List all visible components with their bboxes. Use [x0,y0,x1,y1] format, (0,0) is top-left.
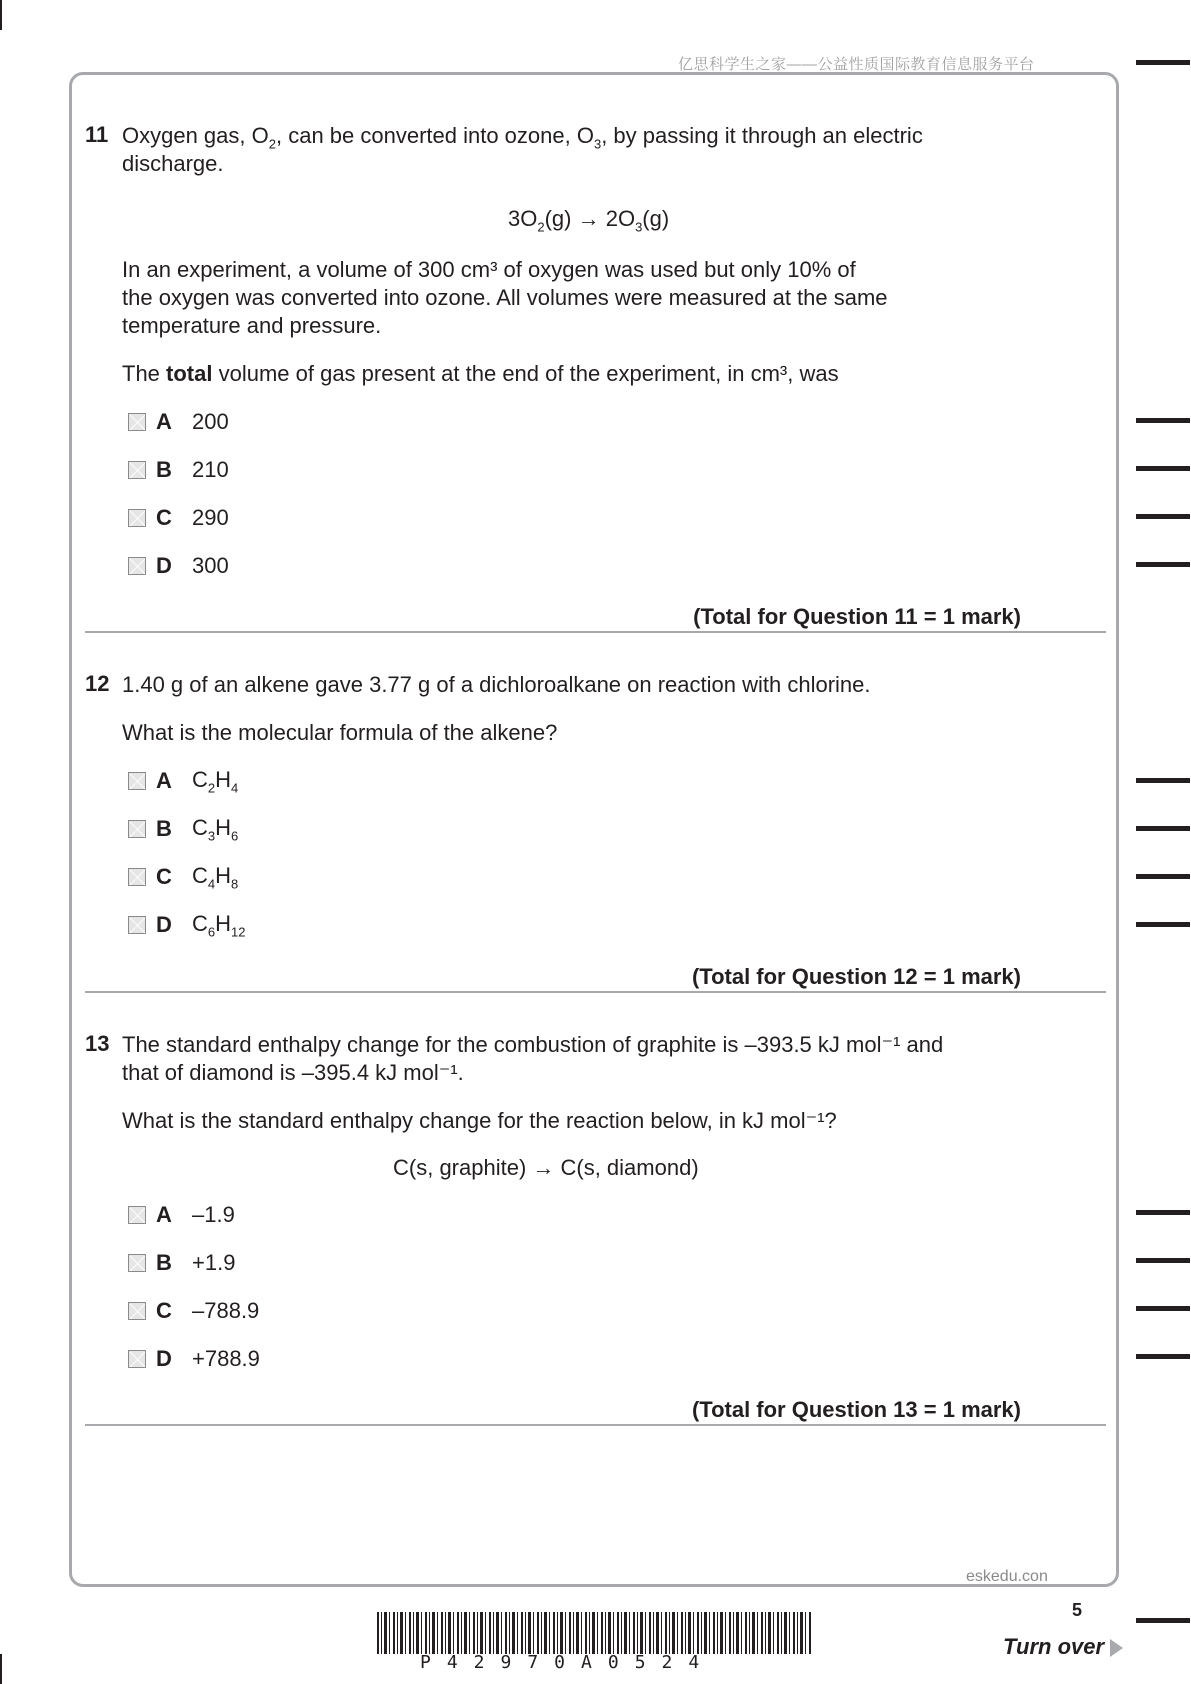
prompt-text: The [122,361,167,386]
footer-watermark: eskedu.con [966,1568,1048,1585]
margin-tick [1136,1618,1190,1623]
option-letter: A [156,409,172,434]
margin-tick [1136,874,1190,879]
margin-tick [1136,418,1190,423]
margin-tick [1136,514,1190,519]
turn-over-label: Turn over [1003,1634,1105,1659]
question-stem: The standard enthalpy change for the combustion of graphite is –393.5 kJ mol⁻¹ and [122,1032,944,1057]
page-number: 5 [1072,1600,1083,1620]
option-value: 300 [192,553,229,578]
option-letter: B [156,1250,172,1275]
option-value: +1.9 [192,1250,236,1275]
checkbox-icon[interactable] [128,509,146,527]
question-prompt: What is the molecular formula of the alkene? [122,720,558,745]
checkbox-icon[interactable] [128,1206,146,1224]
option-letter: D [156,553,172,578]
margin-tick [1136,60,1190,65]
prompt-text: volume of gas present at the end of the experiment, in cm³, was [212,361,839,386]
divider [85,631,1106,633]
question-paragraph: the oxygen was converted into ozone. All volumes were measured at the same [122,285,888,310]
option-letter: B [156,457,172,482]
formula: $C_3H_6$ [192,814,239,844]
stem-text: , can be converted into ozone, O [275,123,594,148]
option-value: –1.9 [192,1202,235,1227]
stem-text: Oxygen gas, O [122,123,269,148]
margin-tick [1136,922,1190,927]
stem-text: , by passing it through an electric [601,123,923,148]
checkbox-icon[interactable] [128,1302,146,1320]
question-stem [122,122,923,158]
question-stem: 1.40 g of an alkene gave 3.77 g of a dichloroalkane on reaction with chlorine. [122,672,871,697]
barcode-number: P42970A0524 [420,1652,716,1673]
option-c[interactable] [128,1298,259,1324]
barcode [377,1612,812,1654]
subscript: 2 [537,219,545,235]
option-d[interactable] [128,1346,260,1372]
question-prompt: What is the standard enthalpy change for the reaction below, in kJ mol⁻¹? [122,1108,837,1133]
option-letter: A [156,1202,172,1227]
question-total: (Total for Question 11 = 1 mark) [693,604,1021,629]
formula: $C_6H_{12}$ [192,910,246,940]
margin-tick [1136,1258,1190,1263]
question-number: 13 [85,1031,110,1056]
margin-tick [1136,562,1190,567]
crop-mark [0,0,2,30]
option-c[interactable] [128,864,238,890]
checkbox-icon[interactable] [128,868,146,886]
checkbox-icon[interactable] [128,916,146,934]
option-a[interactable] [128,768,238,794]
option-value: 200 [192,409,229,434]
question-total: (Total for Question 12 = 1 mark) [691,964,1021,989]
subscript: 2 [268,136,276,152]
option-b[interactable] [128,1250,235,1276]
checkbox-icon[interactable] [128,820,146,838]
formula: $C_4H_8$ [192,862,239,892]
option-letter: C [156,505,172,530]
reaction-equation [508,206,669,234]
question-stem-line2: that of diamond is –395.4 kJ mol⁻¹. [122,1060,464,1085]
divider [85,1424,1106,1426]
question-paragraph: In an experiment, a volume of 300 cm³ of oxygen was used but only 10% of [122,257,856,282]
margin-tick [1136,466,1190,471]
question-paragraph: temperature and pressure. [122,313,382,338]
divider [85,991,1106,993]
question-number: 12 [85,671,110,696]
header-watermark: 亿思科学生之家——公益性质国际教育信息服务平台 [678,56,1035,73]
subscript: 3 [635,219,643,235]
checkbox-icon[interactable] [128,1254,146,1272]
checkbox-icon[interactable] [128,772,146,790]
option-d[interactable] [128,912,245,938]
option-letter: B [156,816,172,841]
option-letter: D [156,1346,172,1371]
option-c[interactable] [128,505,229,531]
crop-mark [0,1654,2,1684]
margin-tick [1136,1354,1190,1359]
option-value: 210 [192,457,229,482]
checkbox-icon[interactable] [128,413,146,431]
option-a[interactable] [128,409,229,435]
option-letter: C [156,864,172,889]
option-b[interactable] [128,816,238,842]
option-value: +788.9 [192,1346,260,1371]
arrow-right-icon [1110,1639,1123,1657]
option-value: 290 [192,505,229,530]
question-prompt [122,360,839,388]
question-stem-line2: discharge. [122,151,224,176]
subscript: 3 [593,136,602,152]
checkbox-icon[interactable] [128,461,146,479]
reaction-equation: C(s, graphite) → C(s, diamond) [393,1155,699,1180]
margin-tick [1136,778,1190,783]
margin-tick [1136,1210,1190,1215]
option-letter: C [156,1298,172,1323]
eq-text: (g) [642,206,670,231]
prompt-bold: total [166,361,213,386]
margin-tick [1136,1306,1190,1311]
eq-text: 3O [508,206,538,231]
question-number: 11 [85,122,109,147]
option-a[interactable] [128,1202,235,1228]
formula: $C_2H_4$ [192,766,239,796]
option-d[interactable] [128,553,229,579]
checkbox-icon[interactable] [128,557,146,575]
option-letter: A [156,768,172,793]
option-value: –788.9 [192,1298,260,1323]
option-b[interactable] [128,457,229,483]
option-letter: D [156,912,172,937]
margin-tick [1136,826,1190,831]
checkbox-icon[interactable] [128,1350,146,1368]
question-total: (Total for Question 13 = 1 mark) [691,1397,1021,1422]
eq-text: (g) → 2O [544,206,636,231]
